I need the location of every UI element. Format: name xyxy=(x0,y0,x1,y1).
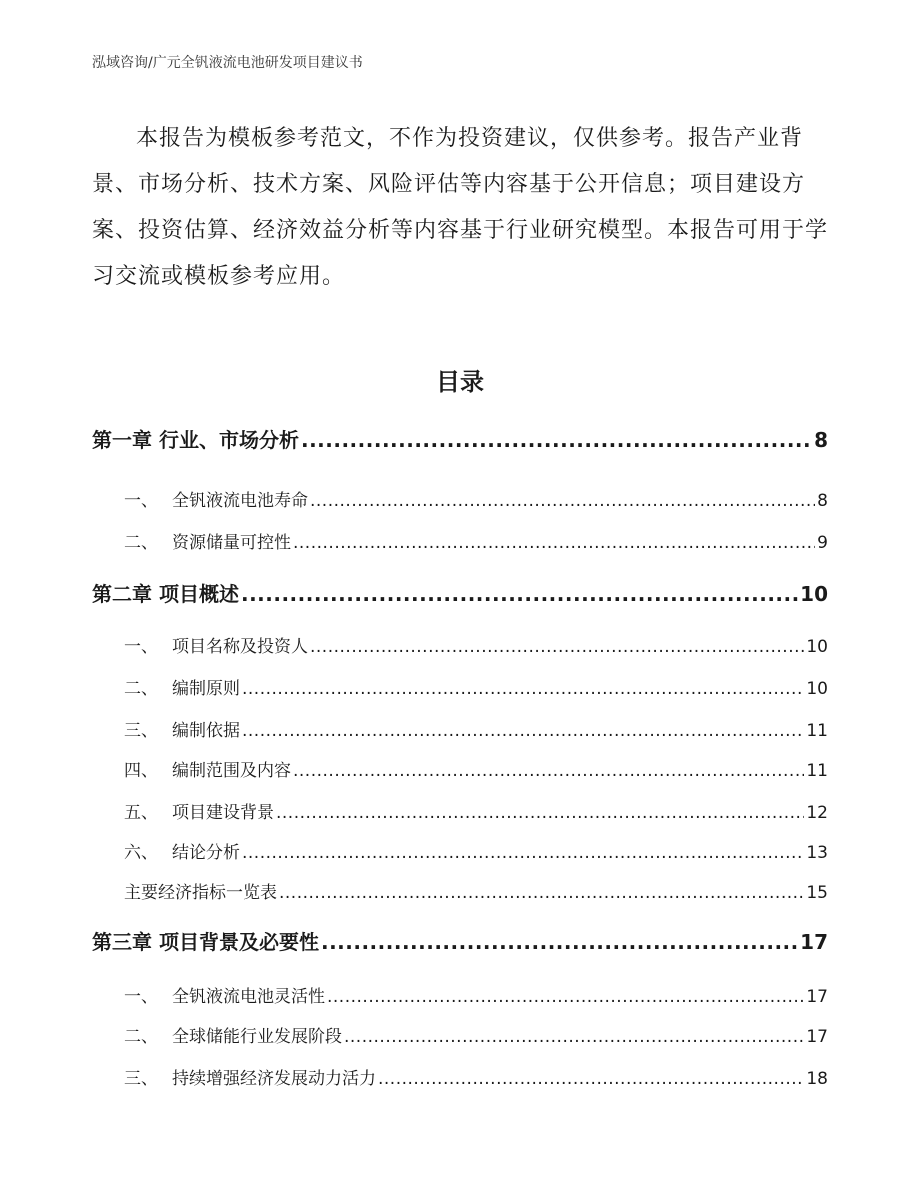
document-header: 泓域咨询/广元全钒液流电池研发项目建议书 xyxy=(92,55,363,71)
toc-page-number: 9 xyxy=(817,533,828,553)
toc-page-number: 17 xyxy=(806,1027,828,1047)
section-number: 四、 xyxy=(124,761,158,781)
leader-dots xyxy=(279,883,804,903)
toc-chapter-1[interactable] xyxy=(92,424,828,453)
toc-entry-label: 资源储量可控性 xyxy=(172,533,291,553)
toc-section[interactable] xyxy=(92,982,828,1007)
toc-page-number: 15 xyxy=(806,883,828,903)
toc-section[interactable] xyxy=(92,632,828,657)
toc-title: 目录 xyxy=(436,368,484,396)
leader-dots xyxy=(378,1069,804,1089)
toc-section[interactable] xyxy=(92,878,828,903)
toc-entry-label: 第三章 项目背景及必要性 xyxy=(92,930,319,954)
section-number: 六、 xyxy=(124,843,158,863)
section-number: 三、 xyxy=(124,1069,158,1089)
toc-entry-label: 第一章 行业、市场分析 xyxy=(92,428,299,452)
leader-dots xyxy=(276,803,804,823)
toc-chapter-2[interactable] xyxy=(92,578,828,607)
toc-entry-label: 项目建设背景 xyxy=(172,803,274,823)
toc-entry-label: 编制范围及内容 xyxy=(172,761,291,781)
intro-paragraph: 本报告为模板参考范文，不作为投资建议，仅供参考。报告产业背景、市场分析、技术方案、风险评估等内容基于公开信息；项目建设方案、投资估算、经济效益分析等内容基于行业研究模型。本报告可用于学习交流或模板参考应用。 xyxy=(92,126,829,289)
section-number: 五、 xyxy=(124,803,158,823)
toc-entry-label: 持续增强经济发展动力活力 xyxy=(172,1069,376,1089)
toc-section[interactable] xyxy=(92,756,828,781)
leader-dots xyxy=(242,843,804,863)
toc-section[interactable] xyxy=(92,528,828,553)
toc-page-number: 10 xyxy=(800,582,828,606)
toc-entry-label: 全钒液流电池寿命 xyxy=(172,491,308,511)
toc-page-number: 12 xyxy=(806,803,828,823)
toc-section[interactable] xyxy=(92,838,828,863)
toc-section[interactable] xyxy=(92,798,828,823)
toc-page-number: 11 xyxy=(806,721,828,741)
leader-dots xyxy=(344,1027,804,1047)
toc-section[interactable] xyxy=(92,1064,828,1089)
toc-section[interactable] xyxy=(92,1022,828,1047)
leader-dots xyxy=(293,533,815,553)
toc-entry-label: 编制原则 xyxy=(172,679,240,699)
toc-entry-label: 第二章 项目概述 xyxy=(92,582,239,606)
section-number: 三、 xyxy=(124,721,158,741)
leader-dots xyxy=(242,679,804,699)
section-number: 二、 xyxy=(124,679,158,699)
toc-section[interactable] xyxy=(92,716,828,741)
toc-section[interactable] xyxy=(92,486,828,511)
toc-page-number: 8 xyxy=(817,491,828,511)
leader-dots xyxy=(301,428,812,452)
toc-entry-label: 编制依据 xyxy=(172,721,240,741)
section-number: 一、 xyxy=(124,491,158,511)
leader-dots xyxy=(241,582,798,606)
toc-entry-label: 项目名称及投资人 xyxy=(172,637,308,657)
toc-page-number: 10 xyxy=(806,637,828,657)
toc-entry-label: 全钒液流电池灵活性 xyxy=(172,987,325,1007)
leader-dots xyxy=(327,987,804,1007)
leader-dots xyxy=(310,491,815,511)
toc-entry-label: 结论分析 xyxy=(172,843,240,863)
toc-page-number: 13 xyxy=(806,843,828,863)
toc-page-number: 11 xyxy=(806,761,828,781)
toc-entry-label: 全球储能行业发展阶段 xyxy=(172,1027,342,1047)
toc-section[interactable] xyxy=(92,674,828,699)
leader-dots xyxy=(242,721,804,741)
leader-dots xyxy=(321,930,798,954)
toc-page-number: 17 xyxy=(800,930,828,954)
toc-entry-label: 主要经济指标一览表 xyxy=(124,883,277,903)
leader-dots xyxy=(310,637,804,657)
toc-page-number: 18 xyxy=(806,1069,828,1089)
section-number: 一、 xyxy=(124,987,158,1007)
section-number: 二、 xyxy=(124,1027,158,1047)
section-number: 一、 xyxy=(124,637,158,657)
leader-dots xyxy=(293,761,804,781)
toc-page-number: 17 xyxy=(806,987,828,1007)
section-number: 二、 xyxy=(124,533,158,553)
toc-page-number: 10 xyxy=(806,679,828,699)
toc-chapter-3[interactable] xyxy=(92,926,828,955)
toc-page-number: 8 xyxy=(814,428,828,452)
